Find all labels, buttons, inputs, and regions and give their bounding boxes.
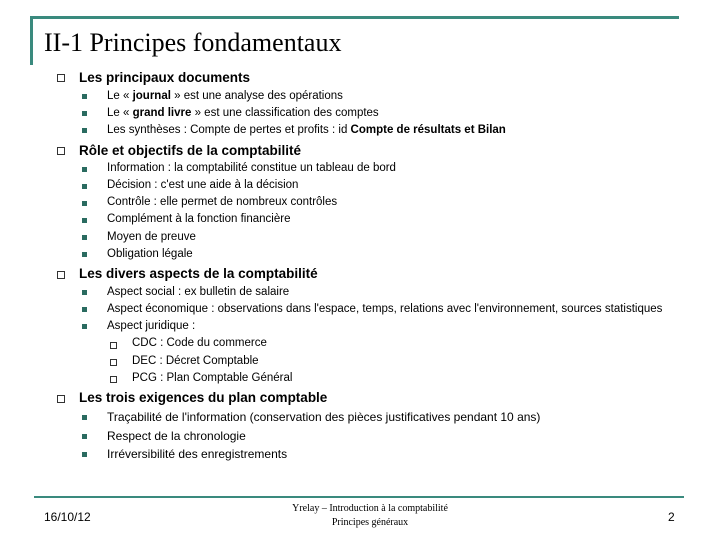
section-heading: Rôle et objectifs de la comptabilité: [79, 143, 302, 158]
item-bullet-icon: [82, 201, 87, 206]
list-item: Décision : c'est une aide à la décision: [107, 179, 299, 191]
section-heading: Les trois exigences du plan comptable: [79, 390, 328, 405]
footer-caption-line2: Principes généraux: [331, 517, 409, 528]
item-bullet-icon: [82, 434, 87, 439]
list-item: Les synthèses : Compte de pertes et profits : id Compte de résultats et Bilan: [107, 124, 506, 136]
item-bullet-icon: [82, 111, 87, 116]
footer-divider: [34, 496, 684, 498]
subitem-bullet-icon: [110, 342, 117, 349]
list-item: Traçabilité de l'information (conservation des pièces justificatives pendant 10 ans): [107, 410, 541, 424]
section-bullet-icon: [57, 74, 65, 82]
list-item: Moyen de preuve: [107, 231, 196, 243]
item-bullet-icon: [82, 218, 87, 223]
list-item: Aspect social : ex bulletin de salaire: [107, 286, 290, 298]
item-bullet-icon: [82, 324, 87, 329]
section-bullet-icon: [57, 395, 65, 403]
list-item: Respect de la chronologie: [107, 429, 246, 443]
item-bullet-icon: [82, 307, 87, 312]
list-item: Complément à la fonction financière: [107, 213, 291, 225]
item-bullet-icon: [82, 235, 87, 240]
item-bullet-icon: [82, 415, 87, 420]
subitem-bullet-icon: [110, 376, 117, 383]
sub-list-item: DEC : Décret Comptable: [132, 355, 259, 367]
list-item: Aspect économique : observations dans l'espace, temps, relations avec l'environnement, sources statistiques: [107, 303, 663, 315]
section-bullet-icon: [57, 147, 65, 155]
item-bullet-icon: [82, 128, 87, 133]
item-bullet-icon: [82, 167, 87, 172]
list-item: Information : la comptabilité constitue un tableau de bord: [107, 162, 396, 174]
sub-list-item: CDC : Code du commerce: [132, 337, 267, 349]
footer-caption-line1: Yrelay – Introduction à la comptabilité: [292, 503, 448, 514]
sub-list-item: PCG : Plan Comptable Général: [132, 372, 293, 384]
list-item: Obligation légale: [107, 248, 193, 260]
page-number: 2: [668, 510, 675, 524]
item-bullet-icon: [82, 252, 87, 257]
item-bullet-icon: [82, 94, 87, 99]
section-bullet-icon: [57, 271, 65, 279]
list-item: Le « grand livre » est une classification des comptes: [107, 107, 379, 119]
item-bullet-icon: [82, 184, 87, 189]
section-heading: Les principaux documents: [79, 70, 251, 85]
slide-title: II-1 Principes fondamentaux: [44, 28, 342, 57]
item-bullet-icon: [82, 452, 87, 457]
list-item: Aspect juridique :: [107, 320, 196, 332]
list-item: Irréversibilité des enregistrements: [107, 447, 288, 461]
list-item: Le « journal » est une analyse des opérations: [107, 90, 343, 102]
footer-date: 16/10/12: [44, 510, 91, 524]
item-bullet-icon: [82, 290, 87, 295]
footer-caption: [260, 502, 480, 530]
section-heading: Les divers aspects de la comptabilité: [79, 266, 318, 281]
subitem-bullet-icon: [110, 359, 117, 366]
list-item: Contrôle : elle permet de nombreux contrôles: [107, 196, 338, 208]
